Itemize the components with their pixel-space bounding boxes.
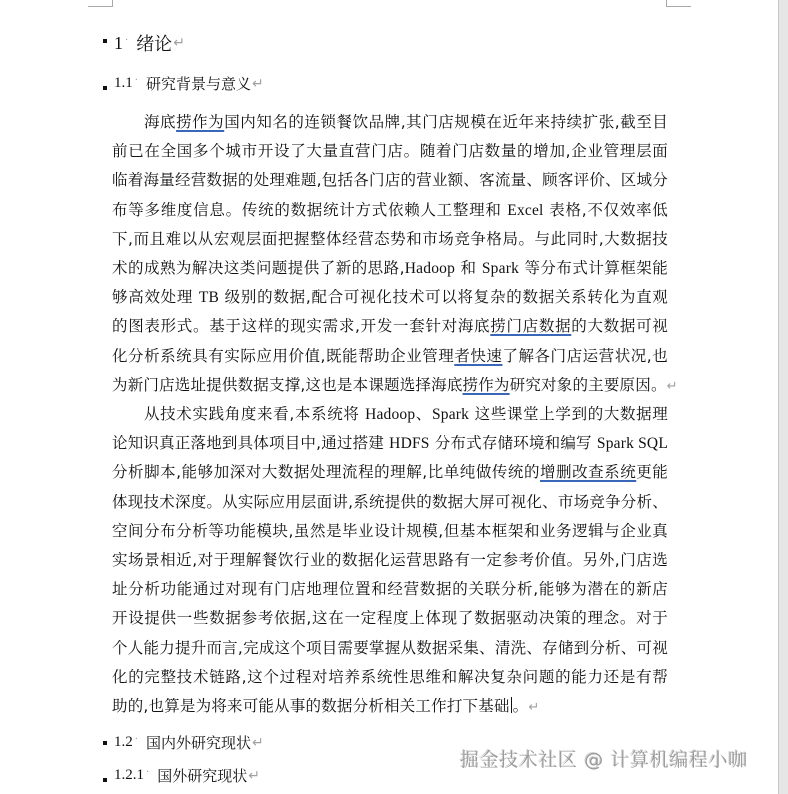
text-line — [112, 517, 668, 546]
text-line — [112, 196, 668, 225]
spellcheck-underlined-text: 捞作为 — [176, 113, 225, 131]
text-run: 实场景相近,对于理解餐饮行业的数据化运营思路有一定参考价值。另外,门店选 — [112, 550, 668, 569]
spellcheck-underlined-text: 增删改查系统 — [540, 463, 637, 482]
latin-term: HDFS — [389, 435, 430, 453]
text-run: 空间分布分析等功能模块,虽然是毕业设计规模,但基本框架和业务逻辑与企业真 — [112, 521, 668, 540]
text-run: 化分析系统具有实际应用价值,既能帮助企业管理 — [112, 346, 455, 365]
heading-1-2-1[interactable] — [103, 765, 260, 786]
text-run: 个人能力提升而言,完成这个项目需要掌握从数据采集、清洗、存储到分析、可视 — [112, 638, 668, 657]
tab-mark-icon: · — [146, 767, 150, 778]
paragraph-mark-icon: ↵ — [173, 35, 185, 51]
heading-number: 1.1 — [114, 75, 133, 91]
heading-number: 1 — [114, 32, 123, 53]
text-run: 前已在全国多个城市开设了大量直营门店。随着门店数量的增加,企业管理层面 — [112, 142, 668, 161]
text-cursor — [511, 697, 512, 713]
text-run: 为新门店选址提供数据支撑,这也是本课题选择海底 — [112, 375, 463, 394]
text-line — [112, 137, 668, 166]
list-bullet-icon — [103, 778, 107, 782]
text-run: 论知识真正落地到具体项目中,通过搭建 — [112, 434, 390, 453]
text-run: 够高效处理 — [112, 288, 199, 307]
text-run: 助的,也算是为将来可能从事的数据分析相关工作打下基础 — [112, 696, 510, 715]
text-line — [112, 663, 668, 692]
text-run: 海底 — [144, 113, 177, 131]
text-run: 等分布式计算框架能 — [519, 258, 668, 277]
text-run: 分布式存储环境和编写 — [429, 434, 597, 453]
list-bullet-icon — [103, 39, 107, 43]
paragraph-mark-icon: ↵ — [248, 767, 260, 784]
text-run: 分析脚本,能够加深对大数据处理流程的理解,比单纯做传统的 — [112, 463, 540, 482]
text-run: 级别的数据,配合可视化技术可以将复杂的数据关系转化为直观 — [219, 288, 668, 307]
paragraph-mark-icon: ↵ — [666, 378, 678, 394]
text-line — [112, 400, 668, 429]
text-line — [112, 371, 678, 400]
text-line — [112, 342, 668, 371]
text-run: 开设提供一些数据参考依据,这在一定程度上体现了数据驱动决策的理念。对于 — [112, 609, 668, 628]
spellcheck-underlined-text: 捞门店数据 — [490, 317, 572, 336]
text-run: 术的成熟为解决这类问题提供了新的思路, — [112, 258, 405, 277]
text-run: 的大数据可视 — [571, 317, 668, 336]
latin-term: Spark SQL — [596, 435, 668, 453]
text-line — [112, 166, 668, 195]
paragraph-mark-icon: ↵ — [251, 734, 264, 751]
text-run: 的图表形式。基于这样的现实需求,开发一套针对海底 — [112, 317, 491, 336]
text-run: 下,而且难以从宏观层面把握整体经营态势和市场竞争格局。与此同时,大数据技 — [112, 229, 668, 248]
text-run: 化的完整技术链路,这个过程对培养系统性思维和解决复杂问题的能力还是有帮 — [112, 667, 668, 686]
latin-term: Spark — [481, 259, 520, 277]
heading-number: 1.2 — [114, 734, 133, 750]
text-run: 这些课堂上学到的大数据理 — [469, 405, 668, 423]
text-line — [112, 634, 668, 663]
text-line — [112, 604, 668, 633]
paragraph-mark-icon: ↵ — [251, 75, 264, 92]
text-line — [112, 692, 668, 721]
body-paragraph-2[interactable] — [112, 400, 668, 721]
latin-term: Spark — [431, 406, 470, 423]
heading-1-1[interactable] — [103, 73, 264, 94]
text-run: 临着海量经营数据的处理难题,包括各门店的营业额、客流量、顾客评价、区域分 — [112, 171, 668, 190]
text-line — [112, 546, 668, 575]
text-line — [112, 283, 668, 312]
text-run: 。 — [512, 696, 529, 715]
spellcheck-underlined-text: 捞作为 — [462, 375, 510, 394]
margin-crop-mark-right — [666, 0, 691, 7]
text-run: 了解各门店运营状况,也 — [502, 346, 668, 365]
heading-title: 研究背景与意义 — [145, 75, 251, 93]
watermark-text: 掘金技术社区 @ 计算机编程小咖 — [460, 749, 748, 771]
list-bullet-icon — [103, 741, 107, 745]
body-paragraph-1[interactable] — [112, 108, 678, 400]
vertical-scrollbar[interactable] — [778, 0, 788, 794]
latin-term: Hadoop — [365, 406, 416, 423]
text-run: 国内知名的连锁餐饮品牌,其门店规模在近年来持续扩张,截至目 — [224, 113, 669, 131]
tab-mark-icon: · — [125, 34, 129, 46]
text-line — [112, 225, 668, 254]
latin-term: Hadoop — [404, 259, 456, 277]
text-line — [112, 488, 668, 517]
text-line — [112, 458, 668, 487]
heading-title: 国外研究现状 — [157, 767, 248, 785]
text-run: 研究对象的主要原因。 — [509, 375, 667, 394]
heading-1[interactable] — [103, 30, 185, 56]
text-run: 和 — [455, 258, 482, 277]
text-run: 体现技术深度。从实际应用层面讲,系统提供的数据大屏可视化、市场竞争分析、 — [112, 492, 668, 511]
latin-term: TB — [198, 289, 220, 307]
text-line — [112, 429, 668, 458]
tab-mark-icon: · — [134, 734, 138, 745]
spellcheck-underlined-text: 者快速 — [454, 346, 503, 365]
text-line — [112, 312, 668, 341]
text-line — [112, 108, 668, 137]
tab-mark-icon: · — [134, 75, 138, 86]
latin-term: Excel — [507, 201, 544, 219]
text-line — [112, 575, 668, 604]
margin-crop-mark-left — [88, 0, 113, 7]
text-run: 、 — [415, 405, 432, 423]
text-line — [112, 254, 668, 283]
list-bullet-icon — [103, 86, 107, 90]
text-run: 址分析功能通过对现有门店地理位置和经营数据的关联分析,能够为潜在的新店 — [112, 580, 668, 599]
text-run: 从技术实践角度来看,本系统将 — [144, 405, 366, 423]
text-run: 布等多维度信息。传统的数据统计方式依赖人工整理和 — [112, 200, 508, 219]
text-run: 更能 — [636, 463, 668, 482]
heading-title: 绪论 — [136, 34, 173, 55]
heading-number: 1.2.1 — [114, 767, 144, 783]
heading-1-2[interactable] — [103, 732, 264, 753]
text-run: 表格,不仅效率低 — [543, 200, 669, 219]
paragraph-mark-icon: ↵ — [528, 699, 540, 715]
heading-title: 国内外研究现状 — [145, 734, 251, 752]
